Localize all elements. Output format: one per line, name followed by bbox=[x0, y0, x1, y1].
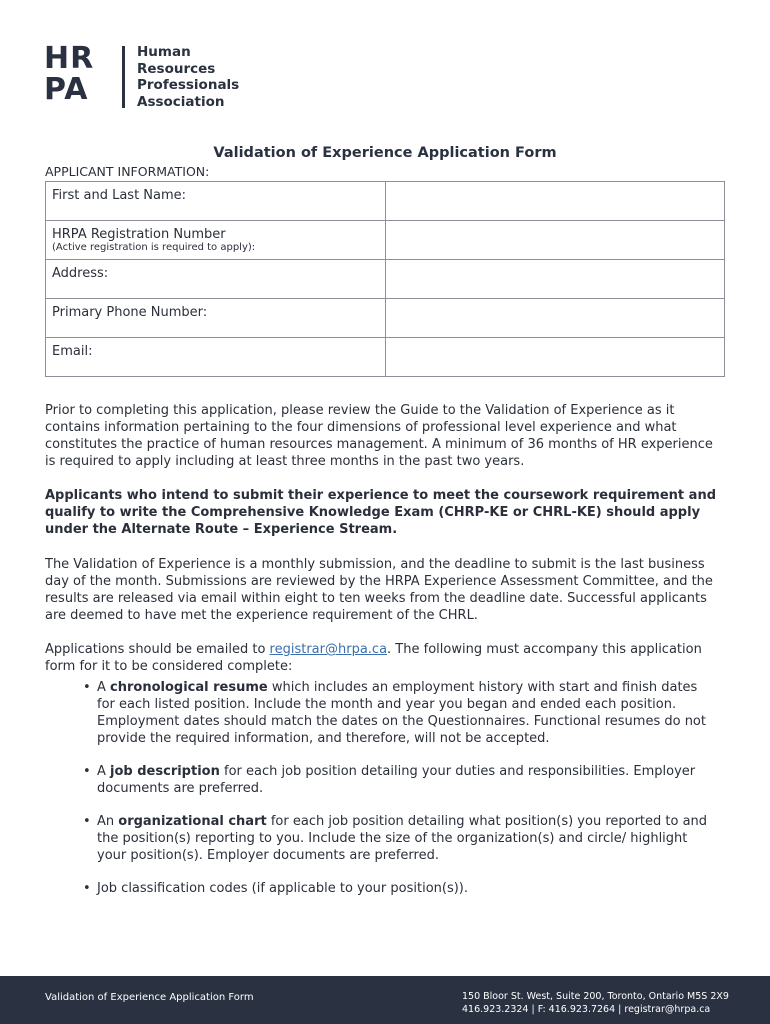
field-label-text: HRPA Registration Number bbox=[52, 227, 226, 242]
req-text-after: for each job position detailing your duties and responsibilities. Employer documents are preferred. bbox=[97, 764, 696, 796]
req-text-before: Job classification codes (if applicable to your position(s)). bbox=[97, 881, 469, 896]
list-item bbox=[75, 763, 715, 797]
field-label-name bbox=[46, 182, 386, 221]
field-input-name[interactable] bbox=[386, 182, 725, 221]
logo-mark-line1: HR bbox=[44, 41, 95, 76]
field-input-phone[interactable] bbox=[386, 299, 725, 338]
field-label-text: Primary Phone Number: bbox=[52, 305, 208, 320]
logo-mark-line2: PA bbox=[44, 72, 89, 107]
logo-word: Resources bbox=[137, 60, 216, 77]
hrpa-logo bbox=[44, 41, 264, 110]
footer-address: 150 Bloor St. West, Suite 200, Toronto, Ontario M5S 2X9 bbox=[462, 991, 729, 1002]
paragraph-email-after: . The following must accompany this application form for it to be considered complete: bbox=[45, 642, 702, 674]
logo-word: Professionals bbox=[137, 77, 240, 93]
field-label-text: Address: bbox=[52, 266, 109, 281]
logo-word: Human bbox=[137, 44, 191, 60]
paragraph-submission: The Validation of Experience is a monthly submission, and the deadline to submit is the last business day of the month. Submissions are reviewed by the HRPA Experience Assessment Committee, and the results are released via email within eight to ten weeks from the deadline date. Successful applicants are deemed to have met the experience requirement of the CHRL. bbox=[45, 557, 713, 623]
list-item bbox=[75, 813, 715, 864]
logo-words bbox=[137, 44, 239, 110]
registrar-email-link[interactable]: registrar@hrpa.ca bbox=[269, 642, 388, 657]
logo-mark bbox=[44, 41, 112, 108]
table-row bbox=[46, 260, 725, 299]
footer-contact bbox=[462, 990, 729, 1016]
field-label-text: First and Last Name: bbox=[52, 188, 187, 203]
req-text-before: An bbox=[97, 814, 119, 829]
field-label-address bbox=[46, 260, 386, 299]
field-input-email[interactable] bbox=[386, 338, 725, 377]
field-input-address[interactable] bbox=[386, 260, 725, 299]
footer-phone-email: 416.923.2324 | F: 416.923.7264 | registrar@hrpa.ca bbox=[462, 1004, 711, 1015]
footer-form-name: Validation of Experience Application Form bbox=[45, 992, 254, 1003]
req-text-bold: chronological resume bbox=[110, 680, 268, 695]
form-title: Validation of Experience Application Form bbox=[213, 145, 557, 161]
field-label-registration bbox=[46, 221, 386, 260]
req-text-after: for each job position detailing what position(s) you reported to and the position(s) reporting to you. Include the size of the organization(s) and circle/ highlight your position(s). Employer documents are preferred. bbox=[97, 814, 708, 863]
applicant-info-table bbox=[45, 181, 725, 377]
paragraph-alternate-route: Applicants who intend to submit their experience to meet the coursework requirement and qualify to write the Comprehensive Knowledge Exam (CHRP-KE or CHRL-KE) should apply under the Alternate Route – Experience Stream. bbox=[45, 488, 716, 537]
field-label-email bbox=[46, 338, 386, 377]
table-row bbox=[46, 182, 725, 221]
field-input-registration[interactable] bbox=[386, 221, 725, 260]
field-label-text: Email: bbox=[52, 344, 93, 359]
paragraph-email-before: Applications should be emailed to bbox=[45, 642, 270, 657]
section-label: APPLICANT INFORMATION: bbox=[45, 164, 210, 179]
req-text-after: which includes an employment history with start and finish dates for each listed position. Include the month and year you began and ended each position. Employment dates should match the dates on the Questionnaires. Functional resumes do not provide the required information, and therefore, will not be accepted. bbox=[97, 680, 706, 746]
req-text-bold: organizational chart bbox=[118, 814, 267, 829]
page-footer bbox=[0, 976, 770, 1024]
paragraph-email bbox=[45, 641, 725, 675]
table-row bbox=[46, 221, 725, 260]
req-text-bold: job description bbox=[110, 764, 220, 779]
req-text-before: A bbox=[97, 680, 111, 695]
requirements-list bbox=[75, 679, 715, 913]
logo-divider bbox=[122, 46, 125, 108]
field-note: (Active registration is required to apply): bbox=[52, 242, 256, 253]
field-label-phone bbox=[46, 299, 386, 338]
req-text-before: A bbox=[97, 764, 111, 779]
table-row bbox=[46, 338, 725, 377]
list-item bbox=[75, 880, 715, 897]
table-row bbox=[46, 299, 725, 338]
paragraph-guide: Prior to completing this application, please review the Guide to the Validation of Experience as it contains information pertaining to the four dimensions of professional level experience and what constitutes the practice of human resources management. A minimum of 36 months of HR experience is required to apply including at least three months in the past two years. bbox=[45, 403, 713, 469]
list-item bbox=[75, 679, 715, 747]
logo-word: Association bbox=[137, 93, 225, 110]
